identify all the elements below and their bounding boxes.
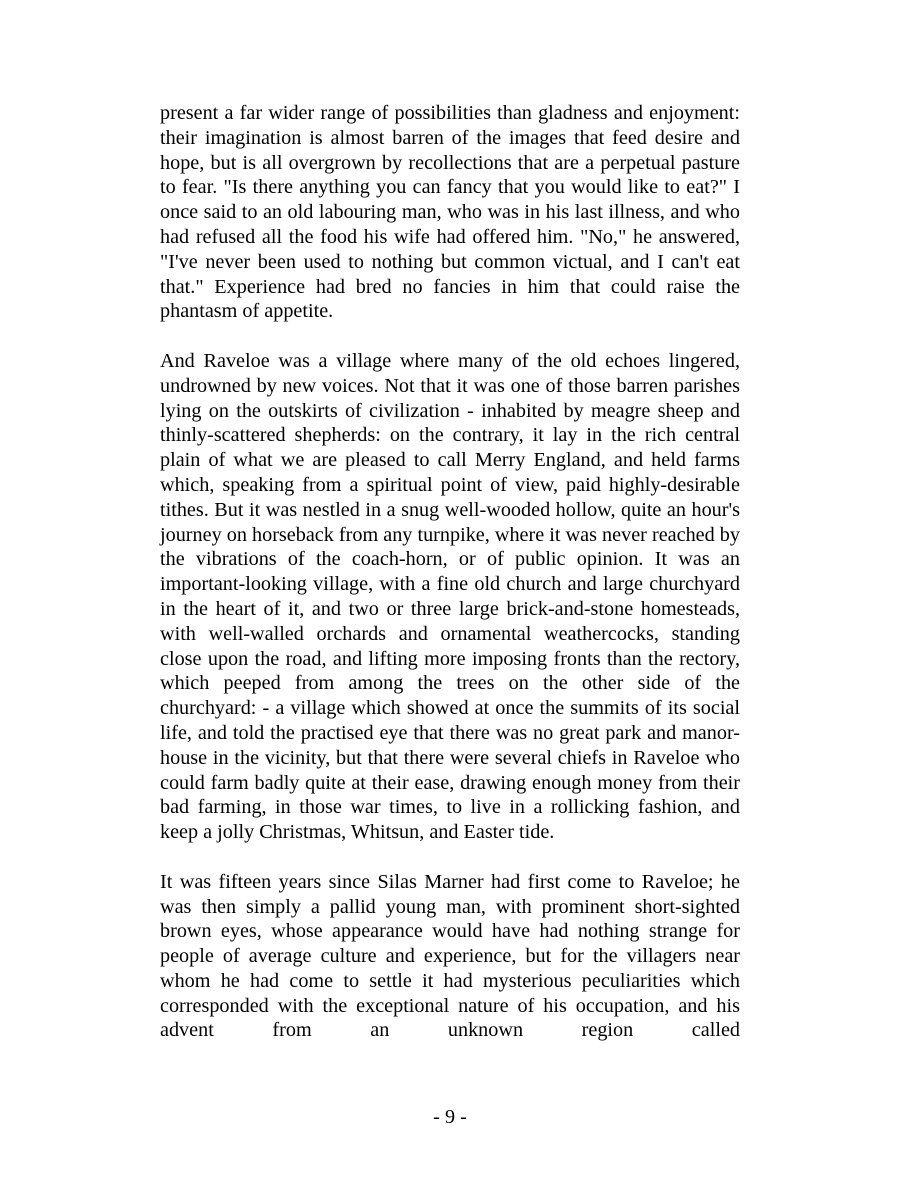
page-number: - 9 - [433,1106,467,1128]
paragraph-1: present a far wider range of possibilities than gladness and enjoyment: their imagination is almost barren of the images that feed desire and hope, but is all overgrown by recollections that are a perpetual pasture to fear. "Is there anything you can fancy that you would like to eat?" I once said to an old labouring man, who was in his last illness, and who had refused all the food his wife had offered him. "No," he answered, "I've never been used to nothing but common victual, and I can't eat that." Experience had bred no fancies in him that could raise the phantasm of appetite. [160,102,740,323]
body-text [160,101,740,1043]
paragraph-2: And Raveloe was a village where many of the old echoes lingered, undrowned by new voices. Not that it was one of those barren parishes lying on the outskirts of civilization - inhabited by meagre sheep and thinly-scattered shepherds: on the contrary, it lay in the rich central plain of what we are pleased to call Merry England, and held farms which, speaking from a spiritual point of view, paid highly-desirable tithes. But it was nestled in a snug well-wooded hollow, quite an hour's journey on horseback from any turnpike, where it was never reached by the vibrations of the coach-horn, or of public opinion. It was an important-looking village, with a fine old church and large churchyard in the heart of it, and two or three large brick-and-stone homesteads, with well-walled orchards and ornamental weathercocks, standing close upon the road, and lifting more imposing fronts than the rectory, which peeped from among the trees on the other side of the churchyard: - a village which showed at once the summits of its social life, and told the practised eye that there was no great park and manor-house in the vicinity, but that there were several chiefs in Raveloe who could farm badly quite at their ease, drawing enough money from their bad farming, in those war times, to live in a rollicking fashion, and keep a jolly Christmas, Whitsun, and Easter tide. [160,349,740,844]
paragraph-3: It was fifteen years since Silas Marner had first come to Raveloe; he was then simply a pallid young man, with prominent short-sighted brown eyes, whose appearance would have had nothing strange for people of average culture and experience, but for the villagers near whom he had come to settle it had mysterious peculiarities which corresponded with the exceptional nature of his occupation, and his advent from an unknown region called [160,870,740,1042]
